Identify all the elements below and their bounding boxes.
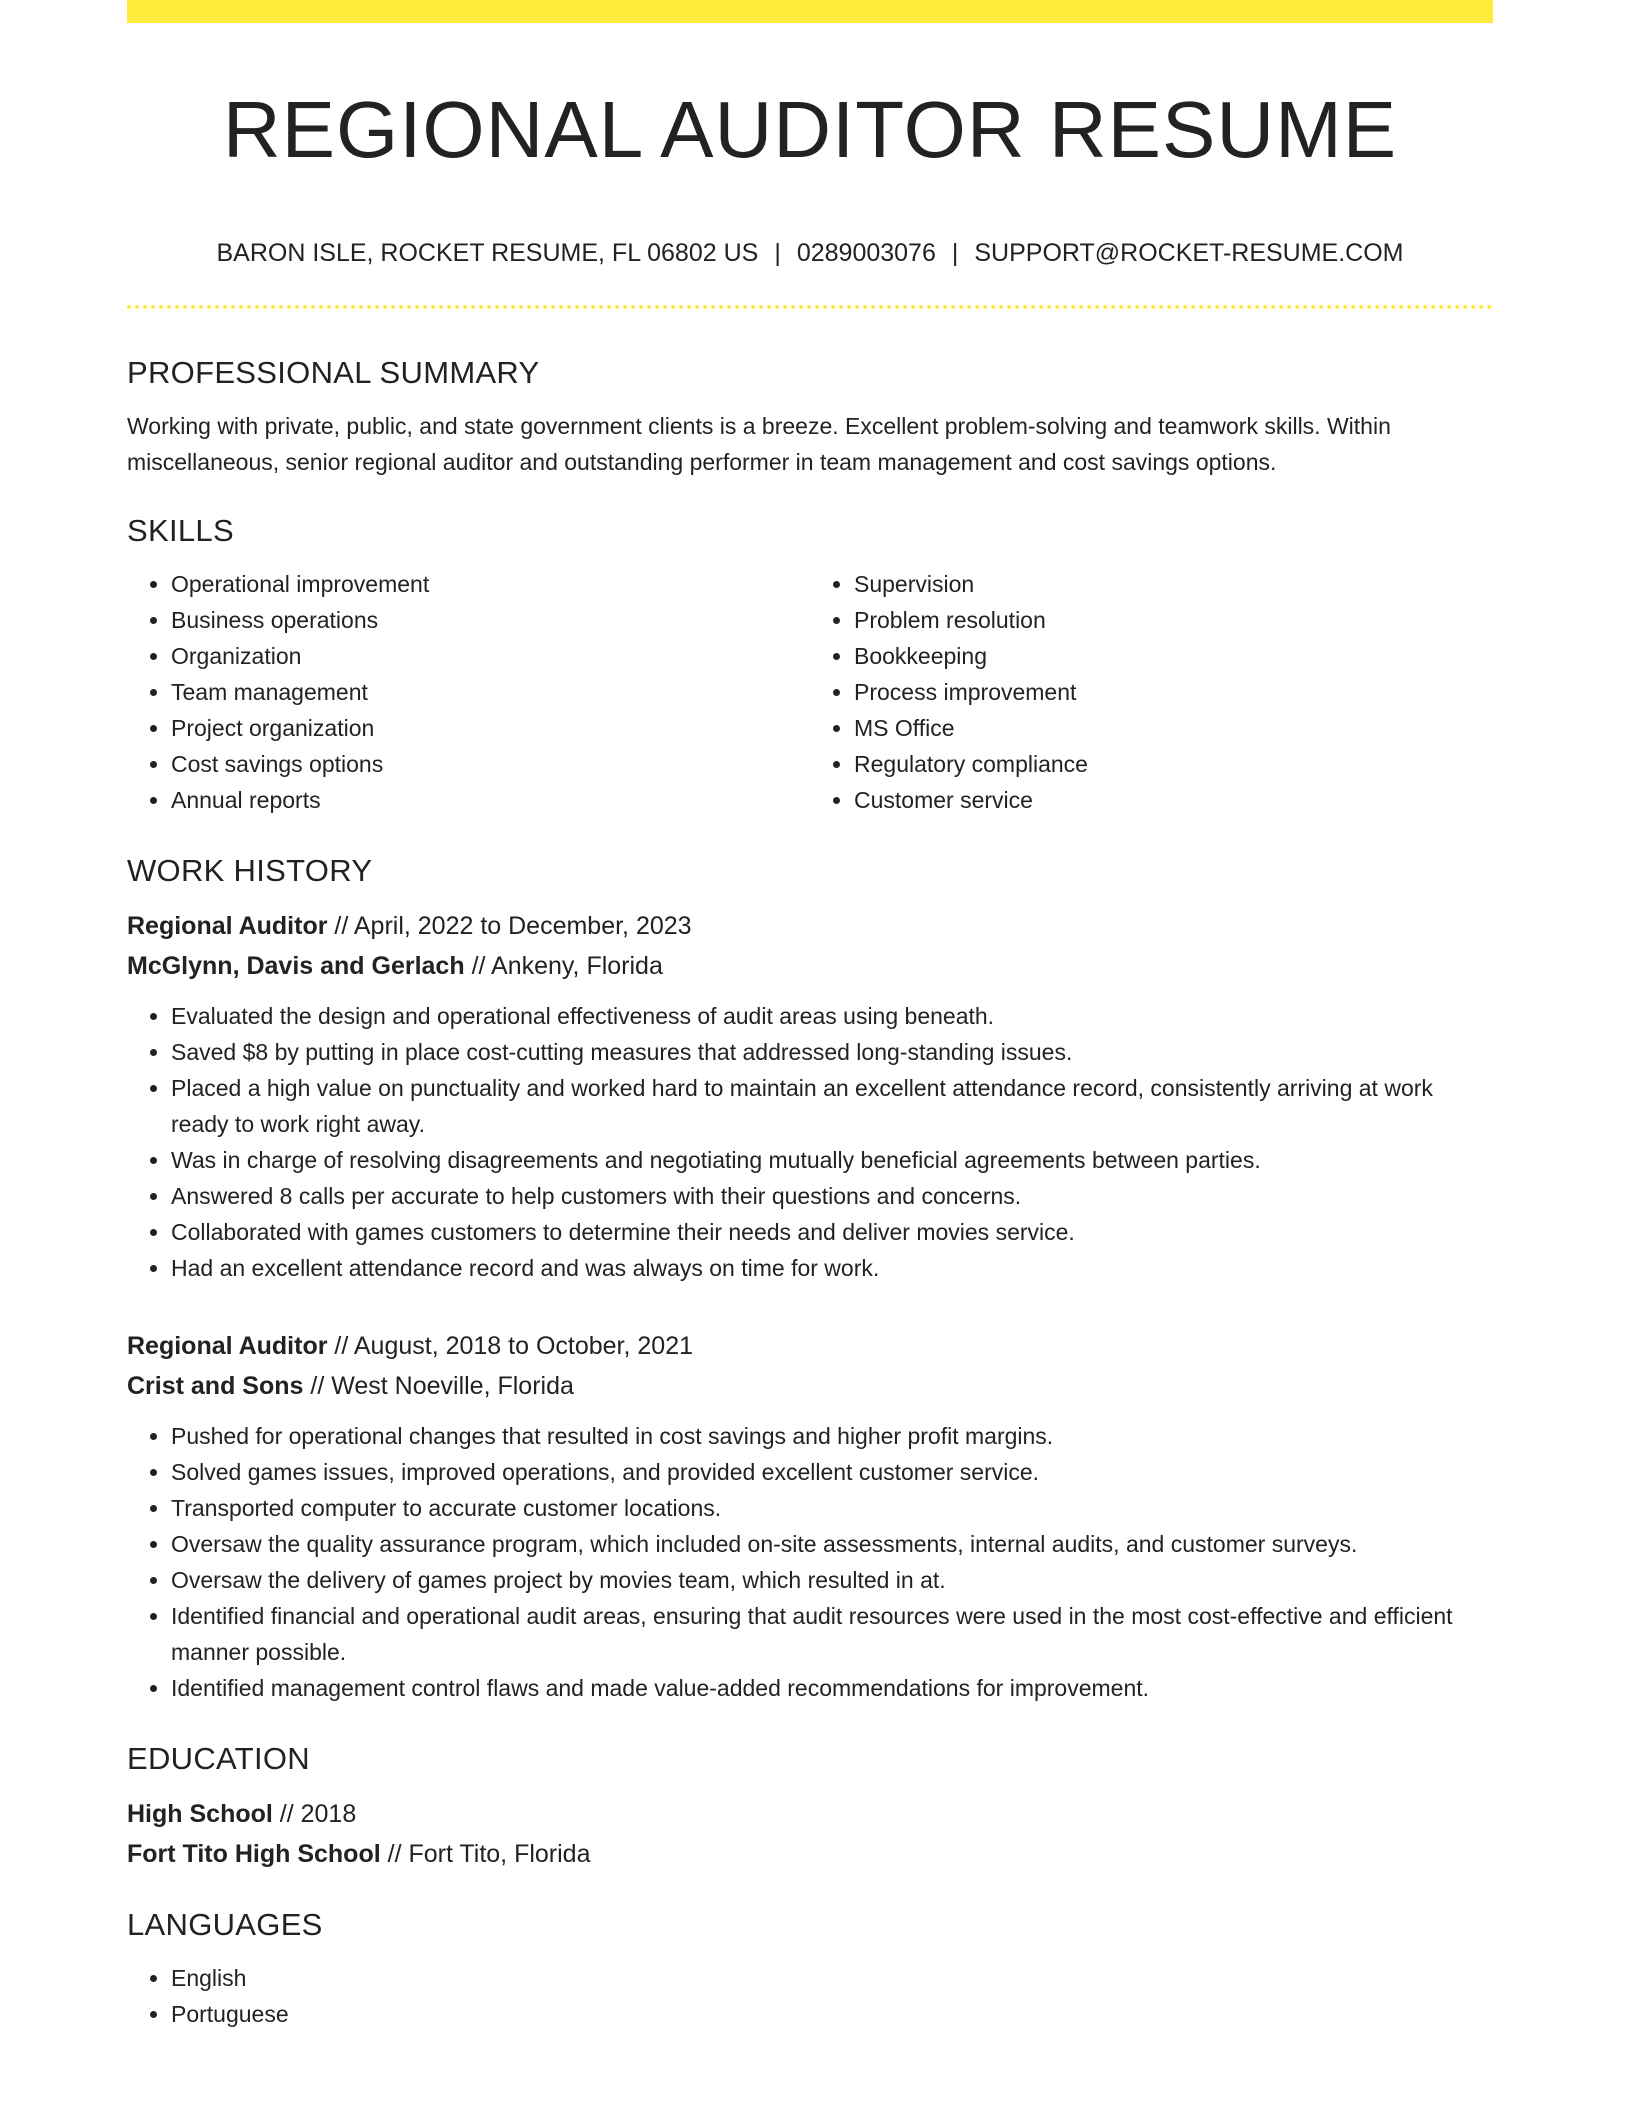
job-bullets — [127, 998, 1493, 1286]
dotted-divider — [127, 305, 1493, 309]
skill-item: • Problem resolution — [854, 602, 1493, 638]
job-bullet: • Saved $8 by putting in place cost-cutting measures that addressed long-standing issues. — [171, 1034, 1493, 1070]
summary-text: Working with private, public, and state government clients is a breeze. Excellent problem-solving and teamwork skills. Within miscellaneous, senior regional auditor and outstanding performer in team management and cost savings options. — [127, 413, 1391, 475]
skill-item: • Cost savings options — [171, 746, 810, 782]
skill-item: • Team management — [171, 674, 810, 710]
job-entry — [127, 906, 1493, 1286]
job-company-line — [127, 946, 1493, 986]
resume-content — [127, 350, 1493, 2032]
language-item: • English — [171, 1960, 1493, 1996]
job-bullet: • Pushed for operational changes that resulted in cost savings and higher profit margins. — [171, 1418, 1493, 1454]
job-bullet: • Collaborated with games customers to determine their needs and deliver movies service. — [171, 1214, 1493, 1250]
job-entry — [127, 1326, 1493, 1706]
contact-separator: | — [774, 239, 781, 267]
job-dates: August, 2018 to October, 2021 — [353, 1332, 693, 1360]
skill-item: • MS Office — [854, 710, 1493, 746]
work-history-section — [127, 848, 1493, 1706]
education-school: Fort Tito High School — [127, 1840, 381, 1868]
job-title: Regional Auditor — [127, 912, 328, 940]
job-title-line — [127, 1326, 1493, 1366]
job-location: Ankeny, Florida — [491, 952, 663, 980]
contact-line — [127, 236, 1493, 270]
job-bullet: • Solved games issues, improved operations, and provided excellent customer service. — [171, 1454, 1493, 1490]
languages-heading: LANGUAGES — [127, 1907, 323, 1942]
education-section — [127, 1736, 1493, 1874]
skills-heading: SKILLS — [127, 513, 234, 548]
skill-item: • Operational improvement — [171, 566, 810, 602]
job-separator: // — [327, 1332, 354, 1360]
skill-item: • Regulatory compliance — [854, 746, 1493, 782]
job-bullet: • Identified management control flaws and made value-added recommendations for improvement. — [171, 1670, 1493, 1706]
job-bullets — [127, 1418, 1493, 1706]
job-bullet: • Had an excellent attendance record and was always on time for work. — [171, 1250, 1493, 1286]
education-degree-line — [127, 1794, 1493, 1834]
accent-bar — [127, 0, 1493, 23]
education-separator: // — [380, 1840, 409, 1868]
languages-list — [127, 1960, 1493, 2032]
education-school-line — [127, 1834, 1493, 1874]
job-company: Crist and Sons — [127, 1372, 304, 1400]
education-year: 2018 — [300, 1800, 357, 1828]
skill-item: • Annual reports — [171, 782, 810, 818]
education-location: Fort Tito, Florida — [408, 1840, 591, 1868]
skills-right-list — [810, 566, 1493, 818]
job-bullet: • Answered 8 calls per accurate to help customers with their questions and concerns. — [171, 1178, 1493, 1214]
skill-item: • Process improvement — [854, 674, 1493, 710]
job-bullet: • Evaluated the design and operational effectiveness of audit areas using beneath. — [171, 998, 1493, 1034]
skills-columns — [127, 566, 1493, 818]
job-bullet: • Oversaw the quality assurance program, which included on-site assessments, internal audits, and customer surveys. — [171, 1526, 1493, 1562]
skill-item: • Project organization — [171, 710, 810, 746]
job-title-line — [127, 906, 1493, 946]
job-location: West Noeville, Florida — [331, 1372, 574, 1400]
job-separator: // — [464, 952, 492, 980]
skill-item: • Supervision — [854, 566, 1493, 602]
contact-phone: 0289003076 — [796, 239, 936, 267]
job-title: Regional Auditor — [127, 1332, 328, 1360]
skill-item: • Bookkeeping — [854, 638, 1493, 674]
job-separator: // — [303, 1372, 332, 1400]
skill-item: • Business operations — [171, 602, 810, 638]
skill-item: • Customer service — [854, 782, 1493, 818]
education-separator: // — [272, 1800, 301, 1828]
skills-section — [127, 508, 1493, 818]
job-separator: // — [327, 912, 354, 940]
job-bullet: • Identified financial and operational audit areas, ensuring that audit resources were used in the most cost-effective and efficient manner possible. — [171, 1598, 1493, 1670]
job-company: McGlynn, Davis and Gerlach — [127, 952, 465, 980]
job-company-line — [127, 1366, 1493, 1406]
work-history-heading: WORK HISTORY — [127, 853, 373, 888]
job-dates: April, 2022 to December, 2023 — [353, 912, 692, 940]
contact-address: BARON ISLE, ROCKET RESUME, FL 06802 US — [216, 239, 759, 267]
education-degree: High School — [127, 1800, 273, 1828]
job-header — [127, 906, 1493, 986]
job-bullet: • Was in charge of resolving disagreements and negotiating mutually beneficial agreements between parties. — [171, 1142, 1493, 1178]
contact-separator: | — [951, 239, 959, 267]
resume-title: REGIONAL AUDITOR RESUME — [222, 85, 1398, 174]
contact-email[interactable]: SUPPORT@ROCKET-RESUME.COM — [974, 239, 1404, 267]
education-entry — [127, 1794, 1493, 1874]
language-item: • Portuguese — [171, 1996, 1493, 2032]
education-heading: EDUCATION — [127, 1741, 310, 1776]
skills-left-list — [127, 566, 810, 818]
job-header — [127, 1326, 1493, 1406]
skill-item: • Organization — [171, 638, 810, 674]
job-bullet: • Oversaw the delivery of games project by movies team, which resulted in at. — [171, 1562, 1493, 1598]
summary-heading: PROFESSIONAL SUMMARY — [127, 355, 540, 390]
summary-section — [127, 350, 1493, 480]
job-bullet: • Placed a high value on punctuality and worked hard to maintain an excellent attendance record, consistently arriving at work ready to work right away. — [171, 1070, 1493, 1142]
languages-section — [127, 1902, 1493, 2032]
job-bullet: • Transported computer to accurate customer locations. — [171, 1490, 1493, 1526]
